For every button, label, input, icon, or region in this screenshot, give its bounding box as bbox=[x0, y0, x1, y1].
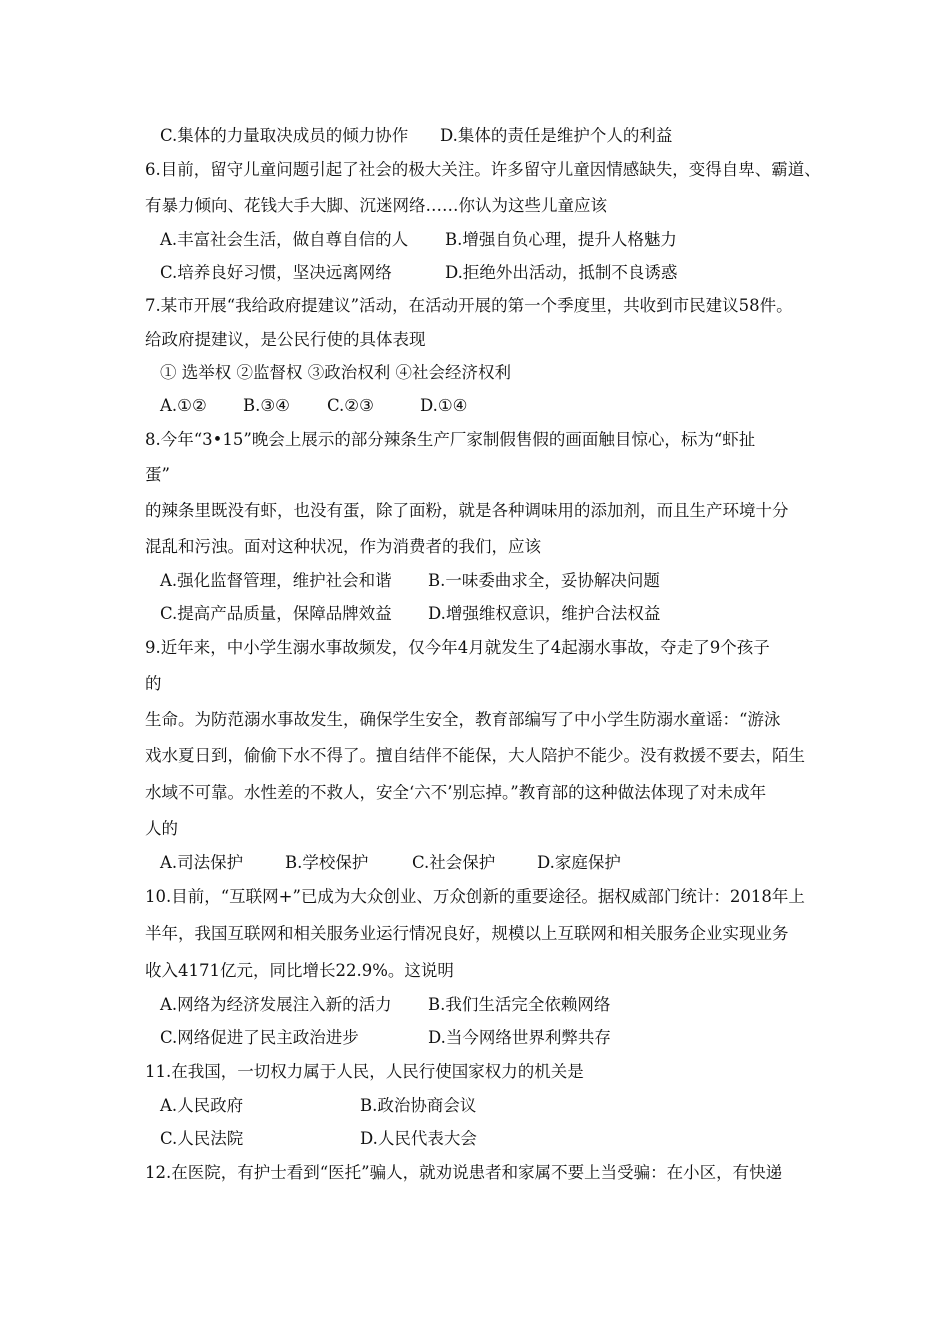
question-6-stem: 6.目前，留守儿童问题引起了社会的极大关注。许多留守儿童因情感缺失，变得自卑、霸道、 bbox=[145, 160, 821, 179]
option-c-q11: C.人民法院 bbox=[160, 1129, 244, 1148]
question-9-stem-cont-3: 戏水夏日到，偷偷下水不得了。擅自结伴不能保，大人陪护不能少。没有救援不要去，陌生 bbox=[145, 746, 805, 765]
question-9-stem-cont-4: 水域不可靠。水性差的不救人，安全‘六不’别忘掉。”教育部的这种做法体现了对未成年 bbox=[145, 783, 767, 802]
option-b-q6: B.增强自负心理，提升人格魅力 bbox=[445, 230, 677, 249]
option-b-q10: B.我们生活完全依赖网络 bbox=[428, 995, 611, 1014]
option-a-q9: A.司法保护 bbox=[160, 853, 244, 872]
option-b-q7: B.③④ bbox=[243, 396, 290, 415]
option-b-q9: B.学校保护 bbox=[285, 853, 369, 872]
option-c-q8: C.提高产品质量，保障品牌效益 bbox=[160, 604, 392, 623]
question-9-stem-cont-5: 人的 bbox=[145, 819, 178, 838]
option-d-q11: D.人民代表大会 bbox=[360, 1129, 477, 1148]
question-8-stem-cont-2: 的辣条里既没有虾，也没有蛋，除了面粉，就是各种调味用的添加剂，而且生产环境十分 bbox=[145, 501, 789, 520]
option-c-q5: C.集体的力量取决成员的倾力协作 bbox=[160, 126, 409, 145]
question-6-stem-cont: 有暴力倾向、花钱大手大脚、沉迷网络……你认为这些儿童应该 bbox=[145, 196, 607, 215]
option-a-q10: A.网络为经济发展注入新的活力 bbox=[160, 995, 392, 1014]
question-7-stem-cont: 给政府提建议，是公民行使的具体表现 bbox=[145, 330, 426, 349]
option-a-q11: A.人民政府 bbox=[160, 1096, 244, 1115]
question-10-stem-cont-1: 半年，我国互联网和相关服务业运行情况良好，规模以上互联网和相关服务企业实现业务 bbox=[145, 924, 789, 943]
question-7-items: ① 选举权 ②监督权 ③政治权利 ④社会经济权利 bbox=[160, 363, 511, 382]
option-c-q9: C.社会保护 bbox=[412, 853, 496, 872]
question-8-stem: 8.今年“3•15”晚会上展示的部分辣条生产厂家制假售假的画面触目惊心，标为“虾扯 bbox=[145, 430, 756, 449]
option-c-q6: C.培养良好习惯，坚决远离网络 bbox=[160, 263, 392, 282]
option-d-q10: D.当今网络世界利弊共存 bbox=[428, 1028, 611, 1047]
option-d-q8: D.增强维权意识，维护合法权益 bbox=[428, 604, 661, 623]
question-8-stem-cont-3: 混乱和污浊。面对这种状况，作为消费者的我们，应该 bbox=[145, 537, 541, 556]
option-a-q7: A.①② bbox=[160, 396, 207, 415]
question-9-stem: 9.近年来，中小学生溺水事故频发，仅今年4月就发生了4起溺水事故，夺走了9个孩子 bbox=[145, 638, 770, 657]
option-c-q10: C.网络促进了民主政治进步 bbox=[160, 1028, 359, 1047]
question-9-stem-cont-1: 的 bbox=[145, 674, 162, 693]
question-10-stem-cont-2: 收入4171亿元，同比增长22.9%。这说明 bbox=[145, 961, 454, 980]
option-c-q7: C.②③ bbox=[327, 396, 374, 415]
option-a-q8: A.强化监督管理，维护社会和谐 bbox=[160, 571, 392, 590]
question-7-stem: 7.某市开展“我给政府提建议”活动，在活动开展的第一个季度里，共收到市民建议58件。 bbox=[145, 296, 793, 315]
option-d-q6: D.拒绝外出活动，抵制不良诱惑 bbox=[445, 263, 678, 282]
option-d-q7: D.①④ bbox=[420, 396, 468, 415]
option-a-q6: A.丰富社会生活，做自尊自信的人 bbox=[160, 230, 409, 249]
option-b-q11: B.政治协商会议 bbox=[360, 1096, 477, 1115]
question-9-stem-cont-2: 生命。为防范溺水事故发生，确保学生安全，教育部编写了中小学生防溺水童谣：“游泳 bbox=[145, 710, 781, 729]
question-11-stem: 11.在我国，一切权力属于人民，人民行使国家权力的机关是 bbox=[145, 1062, 584, 1081]
option-d-q9: D.家庭保护 bbox=[537, 853, 621, 872]
question-8-stem-cont-1: 蛋” bbox=[145, 465, 170, 484]
option-d-q5: D.集体的责任是维护个人的利益 bbox=[440, 126, 673, 145]
option-b-q8: B.一味委曲求全，妥协解决问题 bbox=[428, 571, 660, 590]
question-10-stem: 10.目前，“互联网+”已成为大众创业、万众创新的重要途径。据权威部门统计：2018年上 bbox=[145, 887, 805, 906]
question-12-stem: 12.在医院，有护士看到“医托”骗人，就劝说患者和家属不要上当受骗：在小区，有快递 bbox=[145, 1163, 783, 1182]
